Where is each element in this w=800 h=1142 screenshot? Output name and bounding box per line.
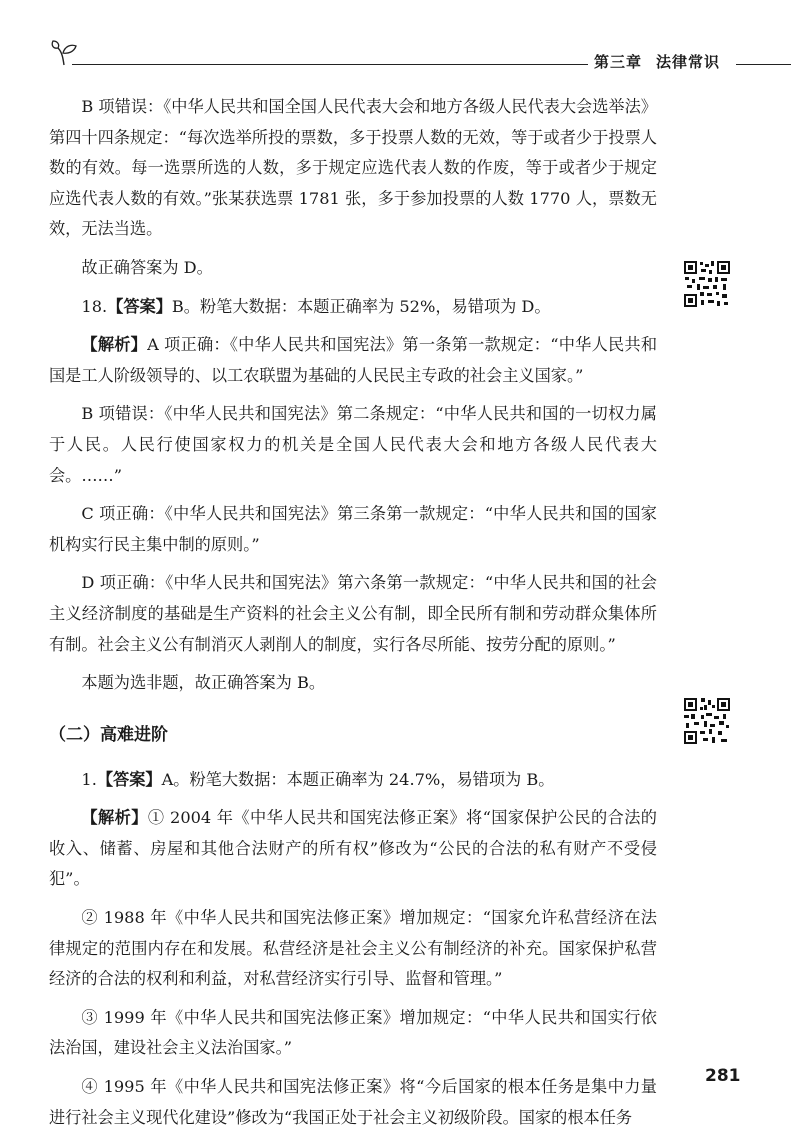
paragraph-text: A 项正确：《中华人民共和国宪法》第一条第一款规定：“中华人民共和国是工人阶级领导的、以工农联盟为基础的人民民主专政的社会主义国家。”: [49, 335, 658, 385]
answer-label: 【答案】: [96, 769, 162, 789]
paragraph: [49, 499, 657, 560]
leaf-logo-icon: [50, 40, 78, 66]
chapter-title: 法律常识: [656, 53, 721, 71]
section-heading: （二）高难进阶: [49, 724, 168, 745]
paragraph: [49, 253, 657, 284]
paragraph-text: ① 2004 年《中华人民共和国宪法修正案》将“国家保护公民的合法的收入、储蓄、房屋和其他合法财产的所有权”修改为“公民的合法的私有财产不受侵犯”。: [49, 808, 657, 889]
paragraph: [49, 903, 657, 995]
qr-code-icon[interactable]: [683, 260, 731, 308]
header-rule-left: [72, 64, 588, 65]
question-number: 18.: [81, 296, 108, 316]
paragraph-text: ④ 1995 年《中华人民共和国宪法修正案》将“今后国家的根本任务是集中力量进行社会主义现代化建设”修改为“我国正处于社会主义初级阶段。国家的根本任务: [49, 1077, 657, 1127]
running-header: [594, 51, 720, 72]
paragraph: [49, 568, 657, 660]
paragraph-text: 本题为选非题，故正确答案为 B。: [81, 673, 326, 693]
page-body: [49, 92, 657, 1141]
paragraph-text: A。粉笔大数据：本题正确率为 24.7%，易错项为 B。: [161, 769, 555, 789]
paragraph-text: C 项正确：《中华人民共和国宪法》第三条第一款规定：“中华人民共和国的国家机构实行民主集中制的原则。”: [49, 504, 657, 554]
answer-paragraph: [49, 292, 657, 323]
paragraph-text: 故正确答案为 D。: [81, 257, 213, 277]
analysis-label: 【解析】: [81, 808, 148, 828]
paragraph: [49, 668, 657, 699]
paragraph-text: B 项错误：《中华人民共和国宪法》第二条规定：“中华人民共和国的一切权力属于人民。人民行使国家权力的机关是全国人民代表大会和地方各级人民代表大会。……”: [49, 404, 657, 485]
paragraph: [49, 1072, 657, 1133]
qr-code-graphic: [683, 260, 731, 308]
analysis-paragraph: [49, 803, 657, 895]
analysis-paragraph: [49, 330, 657, 391]
answer-paragraph: [49, 765, 657, 796]
paragraph-text: B。粉笔大数据：本题正确率为 52%，易错项为 D。: [171, 296, 551, 316]
qr-code-icon[interactable]: [683, 697, 731, 745]
chapter-number: 第三章: [594, 53, 643, 71]
paragraph-text: B 项错误：《中华人民共和国全国人民代表大会和地方各级人民代表大会选举法》第四十四条规定：“每次选举所投的票数，多于投票人数的无效，等于或者少于投票人数的有效。每一选票所选的人数，多于规定应选代表人数的作废，等于或者少于规定应选代表人数的有效。”张某获选票 1781 张，多于参加投票的人数 1770 人，票数无效，无法当选。: [49, 97, 657, 239]
page-number: 281: [705, 1066, 741, 1086]
paragraph: [49, 1003, 657, 1064]
paragraph: [49, 92, 657, 245]
question-number: 1.: [81, 769, 97, 789]
answer-label: 【答案】: [107, 296, 172, 316]
paragraph-text: ② 1988 年《中华人民共和国宪法修正案》增加规定：“国家允许私营经济在法律规定的范围内存在和发展。私营经济是社会主义公有制经济的补充。国家保护私营经济的合法的权利和利益，对私营经济实行引导、监督和管理。”: [49, 908, 657, 989]
paragraph-text: ③ 1999 年《中华人民共和国宪法修正案》增加规定：“中华人民共和国实行依法治国，建设社会主义法治国家。”: [49, 1007, 657, 1058]
qr-code-graphic: [683, 697, 731, 745]
paragraph: [49, 399, 657, 491]
paragraph-text: D 项正确：《中华人民共和国宪法》第六条第一款规定：“中华人民共和国的社会主义经济制度的基础是生产资料的社会主义公有制，即全民所有制和劳动群众集体所有制。社会主义公有制消灭人剥削人的制度，实行各尽所能、按劳分配的原则。”: [49, 573, 657, 654]
header-rule-right: [736, 64, 791, 65]
analysis-label: 【解析】: [81, 335, 148, 355]
